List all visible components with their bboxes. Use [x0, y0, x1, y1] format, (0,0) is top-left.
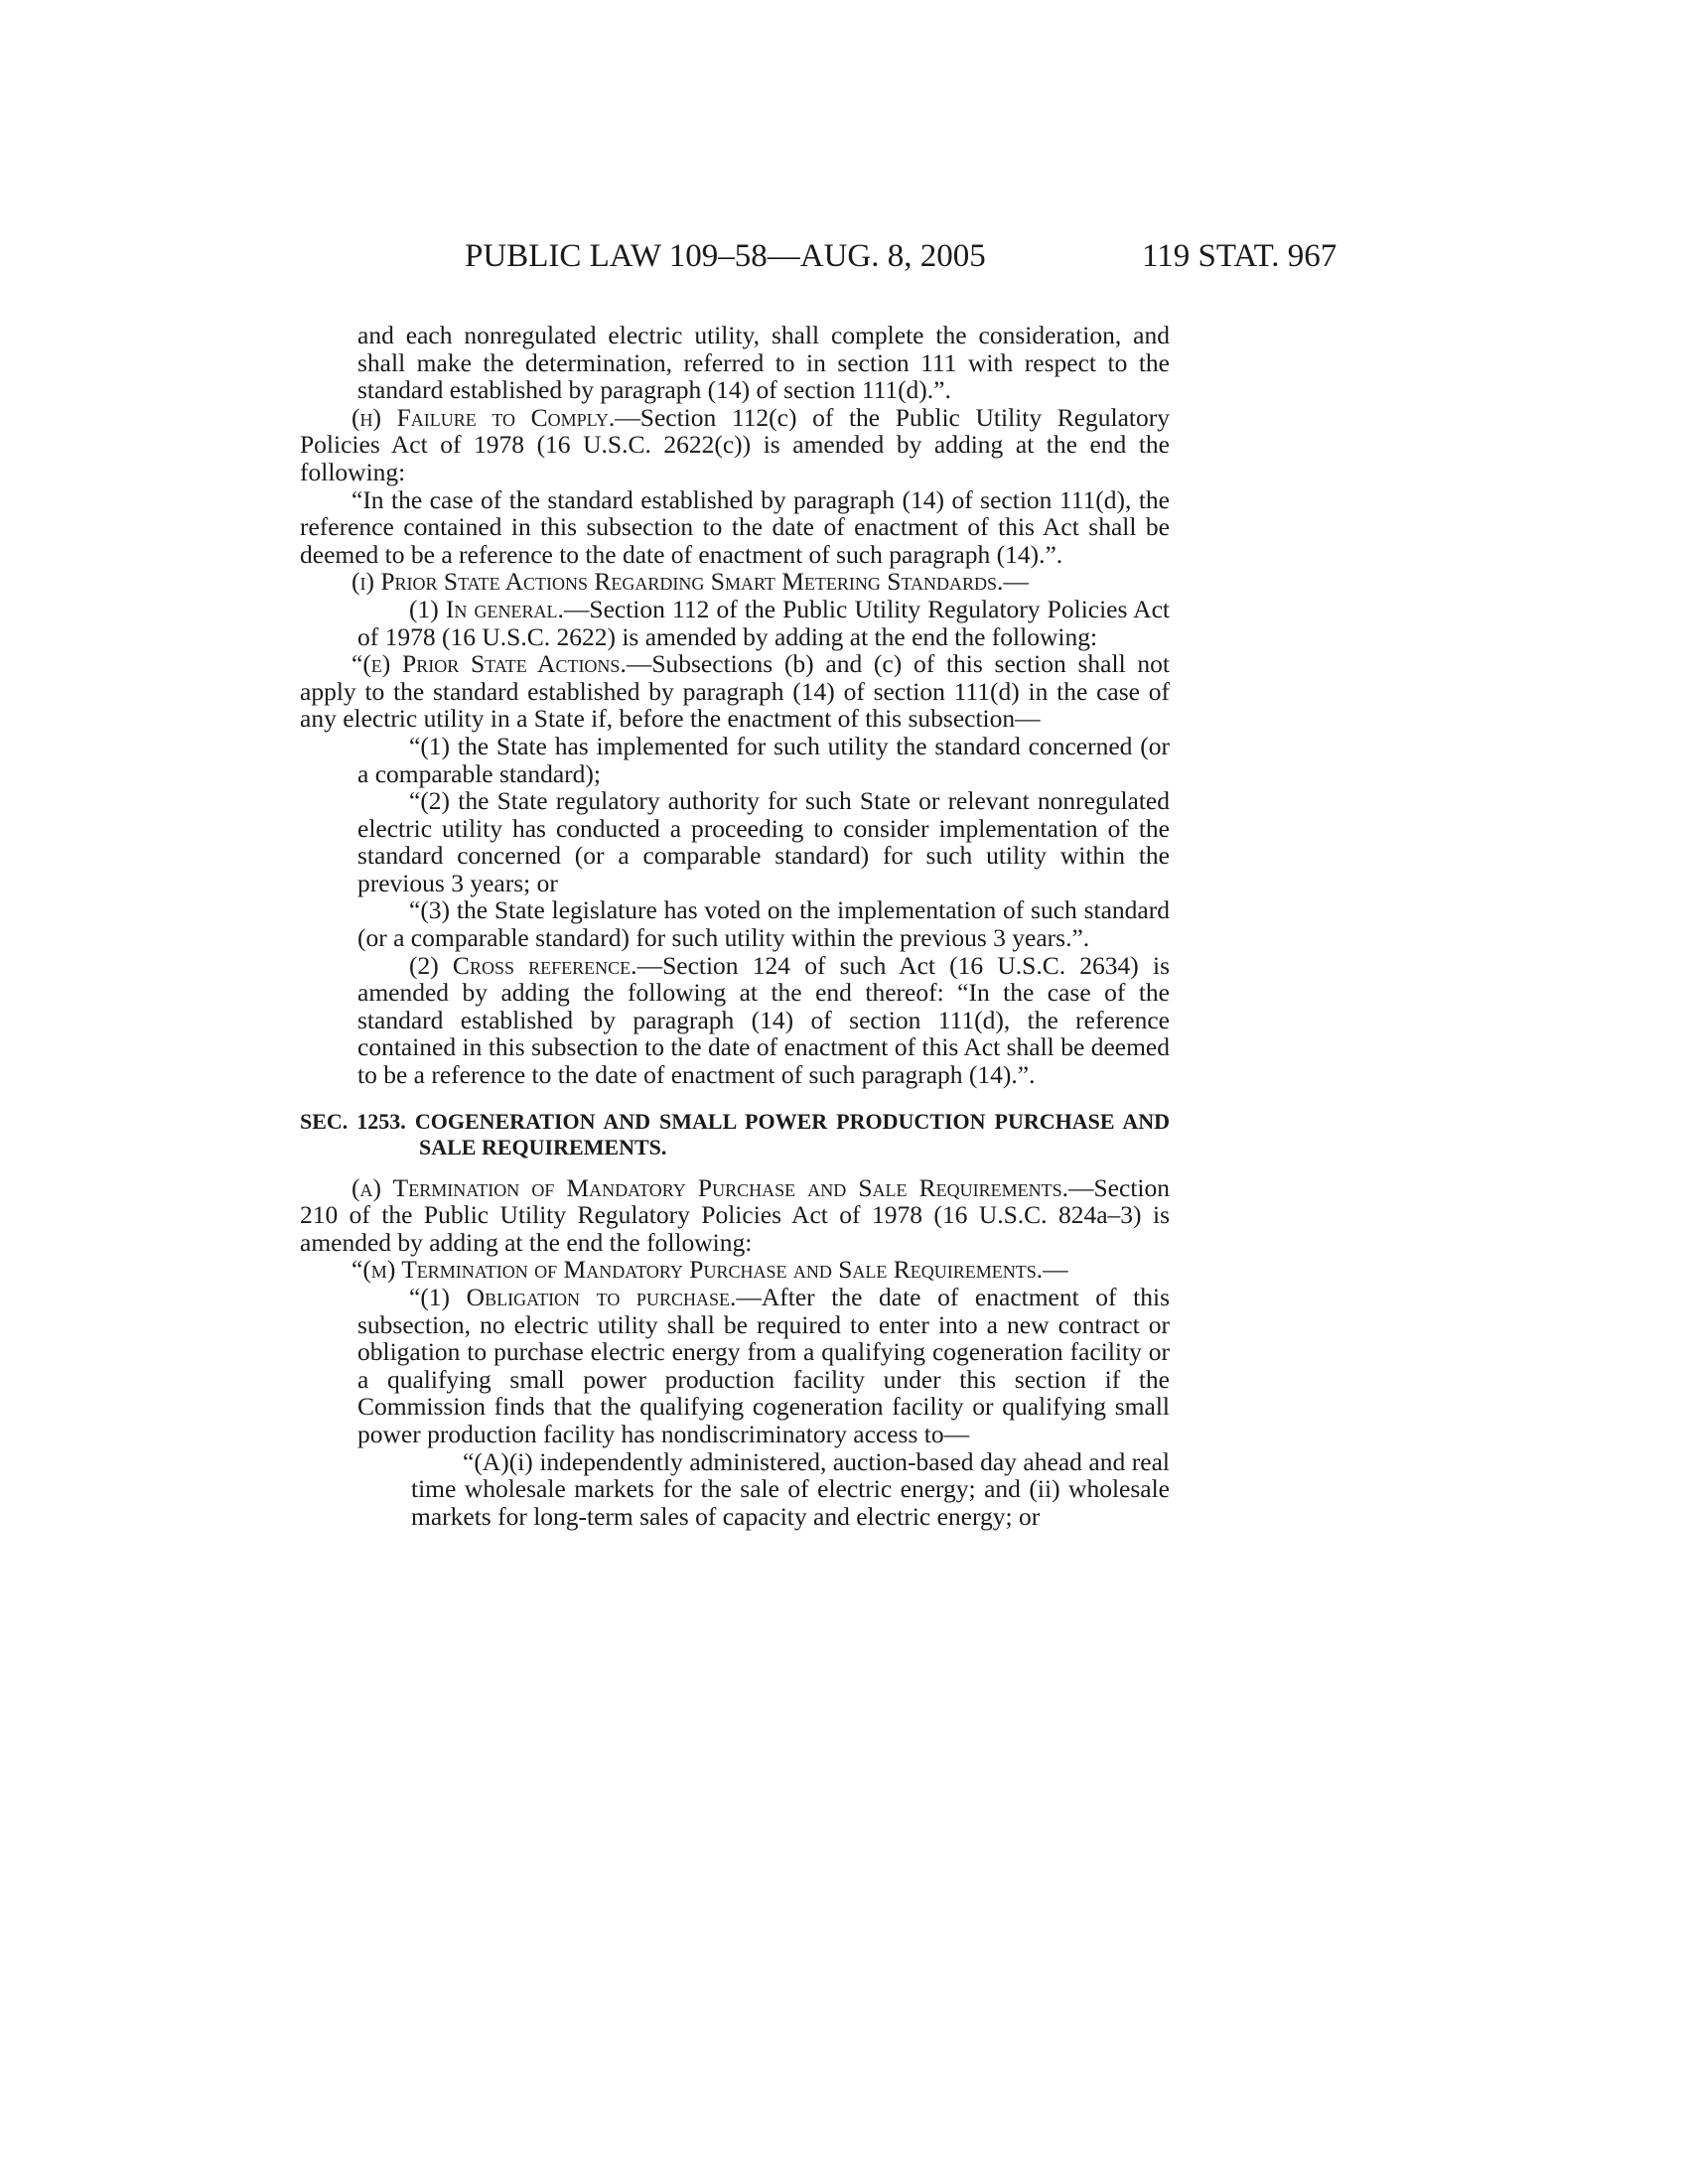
- subsection-text: —Section 112(c) of the Public Utility Regulatory Policies Act of 1978 (16 U.S.C. 2622(c)) is amended by adding at the end the following:: [300, 402, 1170, 486]
- list-item: “(1) the State has implemented for such utility the standard concerned (or a comparable standard);: [357, 731, 1170, 788]
- paragraph-heading: (2) Cross reference.: [409, 950, 637, 980]
- quoted-subsection-m: [300, 1256, 1170, 1284]
- running-header: [0, 238, 1688, 278]
- subsection-a: [300, 1174, 1170, 1257]
- section-heading: [300, 1109, 1170, 1160]
- page-number: 119 STAT. 967: [1142, 238, 1337, 274]
- subsection-text: —Section 210 of the Public Utility Regulatory Policies Act of 1978 (16 U.S.C. 824a–3) is amended by adding at the end the following:: [300, 1172, 1170, 1257]
- paragraph-1: [300, 1284, 1170, 1448]
- paragraph-1: [300, 596, 1170, 650]
- subsection-text: —: [1043, 1255, 1068, 1285]
- list-item: “(3) the State legislature has voted on the implementation of such standard (or a comparable standard) for such utility within the previous 3 years.”.: [357, 895, 1170, 953]
- subsection-heading: (a) Termination of Mandatory Purchase and Sale Requirements.: [352, 1172, 1068, 1202]
- subsection-heading: (h) Failure to Comply.: [352, 402, 616, 432]
- quoted-paragraph: “In the case of the standard established by paragraph (14) of section 111(d), the reference contained in this subsection to the date of enactment of this Act shall be deemed to be a reference to the date of enactment of such paragraph (14).”.: [300, 484, 1170, 569]
- subsection-heading: “(m) Termination of Mandatory Purchase and Sale Requirements.: [352, 1255, 1044, 1285]
- subsection-text: —Subsections (b) and (c) of this section shall not apply to the standard established by paragraph (14) of section 111(d) in the case of any electric utility in a State if, before the enactment of this subsection—: [300, 649, 1170, 734]
- paragraph-text: —After the date of enactment of this subsection, no electric utility shall be required to enter into a new contract or obligation to purchase electric energy from a qualifying cogeneration facility or a qualifying small power production facility under this section if the Commission finds that the qualifying cogeneration facility or qualifying small power production facility has nondiscriminatory access to—: [357, 1283, 1170, 1448]
- paragraph-text: —Section 112 of the Public Utility Regulatory Policies Act of 1978 (16 U.S.C. 2622) is amended by adding at the end the following:: [357, 594, 1170, 651]
- subsection-h: [300, 404, 1170, 486]
- section-title: COGENERATION AND SMALL POWER PRODUCTION PURCHASE AND SALE REQUIREMENTS.: [414, 1108, 1171, 1160]
- paragraph-text: —Section 124 of such Act (16 U.S.C. 2634) is amended by adding the following at the end thereof: “In the case of the standard established by paragraph (14) of section 111(d), the reference contained in this subsection to the date of enactment of this Act shall be deemed to be a reference to the date of enactment of such paragraph (14).”.: [357, 950, 1171, 1090]
- paragraph-heading: (1) In general.: [409, 594, 564, 623]
- subsection-heading: (i) Prior State Actions Regarding Smart Metering Standards.: [352, 567, 1004, 597]
- list-item: “(2) the State regulatory authority for such State or relevant nonregulated electric utility has conducted a proceeding to consider implementation of the standard concerned (or a comparable standard) for such utility within the previous 3 years; or: [357, 786, 1170, 897]
- subsection-text: —: [1003, 567, 1029, 597]
- header-title: PUBLIC LAW 109–58—AUG. 8, 2005: [465, 238, 986, 274]
- subsection-i: [300, 568, 1170, 596]
- section-number: SEC. 1253.: [300, 1108, 406, 1134]
- paragraph-heading: “(1) Obligation to purchase.: [409, 1283, 737, 1311]
- subsection-heading: “(e) Prior State Actions.: [352, 649, 627, 679]
- quoted-subsection-e: [300, 650, 1170, 733]
- paragraph: and each nonregulated electric utility, shall complete the consideration, and shall make the determination, referred to in section 111 with respect to the standard established by paragraph (14) of section 111(d).”.: [357, 321, 1170, 405]
- document-body: [300, 322, 1170, 1530]
- paragraph-2: [300, 952, 1170, 1089]
- subparagraph-a: “(A)(i) independently administered, auction-based day ahead and real time wholesale markets for the sale of electric energy; and (ii) wholesale markets for long-term sales of capacity and electric energy; or: [411, 1446, 1170, 1531]
